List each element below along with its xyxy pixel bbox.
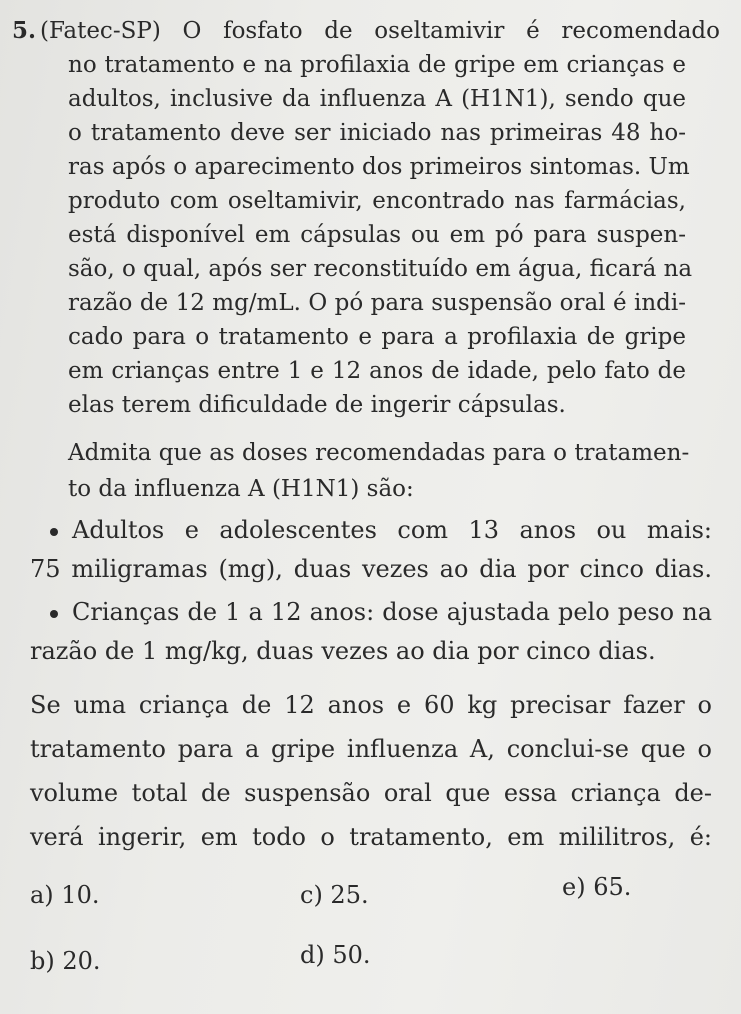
bullet-2-line-1: Crianças de 1 a 12 anos: dose ajustada pelo peso na <box>72 598 712 626</box>
bullet-2-line-2: razão de 1 mg/kg, duas vezes ao dia por cinco dias. <box>30 637 656 665</box>
bullet-dot-2 <box>50 610 58 618</box>
intro-line-12: elas terem dificuldade de ingerir cápsulas. <box>68 392 566 418</box>
bullet-dot-1 <box>50 528 58 536</box>
admita-line-2: to da influenza A (H1N1) são: <box>68 476 414 502</box>
intro-line-2: no tratamento e na profilaxia de gripe em crianças e <box>68 52 686 78</box>
admita-line-1: Admita que as doses recomendadas para o tratamen- <box>68 440 690 466</box>
intro-line-6: produto com oseltamivir, encontrado nas farmácias, <box>68 188 686 214</box>
intro-line-10: cado para o tratamento e para a profilaxia de gripe <box>68 324 686 350</box>
final-line-4: verá ingerir, em todo o tratamento, em mililitros, é: <box>30 823 712 851</box>
intro-line-11: em crianças entre 1 e 12 anos de idade, pelo fato de <box>68 358 686 384</box>
option-e[interactable]: e) 65. <box>562 873 632 901</box>
intro-line-7: está disponível em cápsulas ou em pó para suspen- <box>68 222 686 248</box>
intro-line-1: (Fatec-SP) O fosfato de oseltamivir é recomendado <box>40 18 720 44</box>
option-c[interactable]: c) 25. <box>300 881 369 909</box>
option-d[interactable]: d) 50. <box>300 941 371 969</box>
intro-line-8: são, o qual, após ser reconstituído em água, ficará na <box>68 256 693 282</box>
intro-line-5: ras após o aparecimento dos primeiros sintomas. Um <box>68 154 690 180</box>
intro-line-4: o tratamento deve ser iniciado nas primeiras 48 ho- <box>68 120 686 146</box>
final-line-1: Se uma criança de 12 anos e 60 kg precisar fazer o <box>30 691 712 719</box>
intro-line-3: adultos, inclusive da influenza A (H1N1), sendo que <box>68 86 686 112</box>
bullet-1-line-2: 75 miligramas (mg), duas vezes ao dia por cinco dias. <box>30 555 712 583</box>
final-line-2: tratamento para a gripe influenza A, conclui-se que o <box>30 735 712 763</box>
intro-line-9: razão de 12 mg/mL. O pó para suspensão oral é indi- <box>68 290 686 316</box>
question-number: 5. <box>12 17 37 44</box>
final-line-3: volume total de suspensão oral que essa criança de- <box>30 779 712 807</box>
option-b[interactable]: b) 20. <box>30 947 101 975</box>
bullet-1-line-1: Adultos e adolescentes com 13 anos ou mais: <box>72 516 712 544</box>
option-a[interactable]: a) 10. <box>30 881 100 909</box>
